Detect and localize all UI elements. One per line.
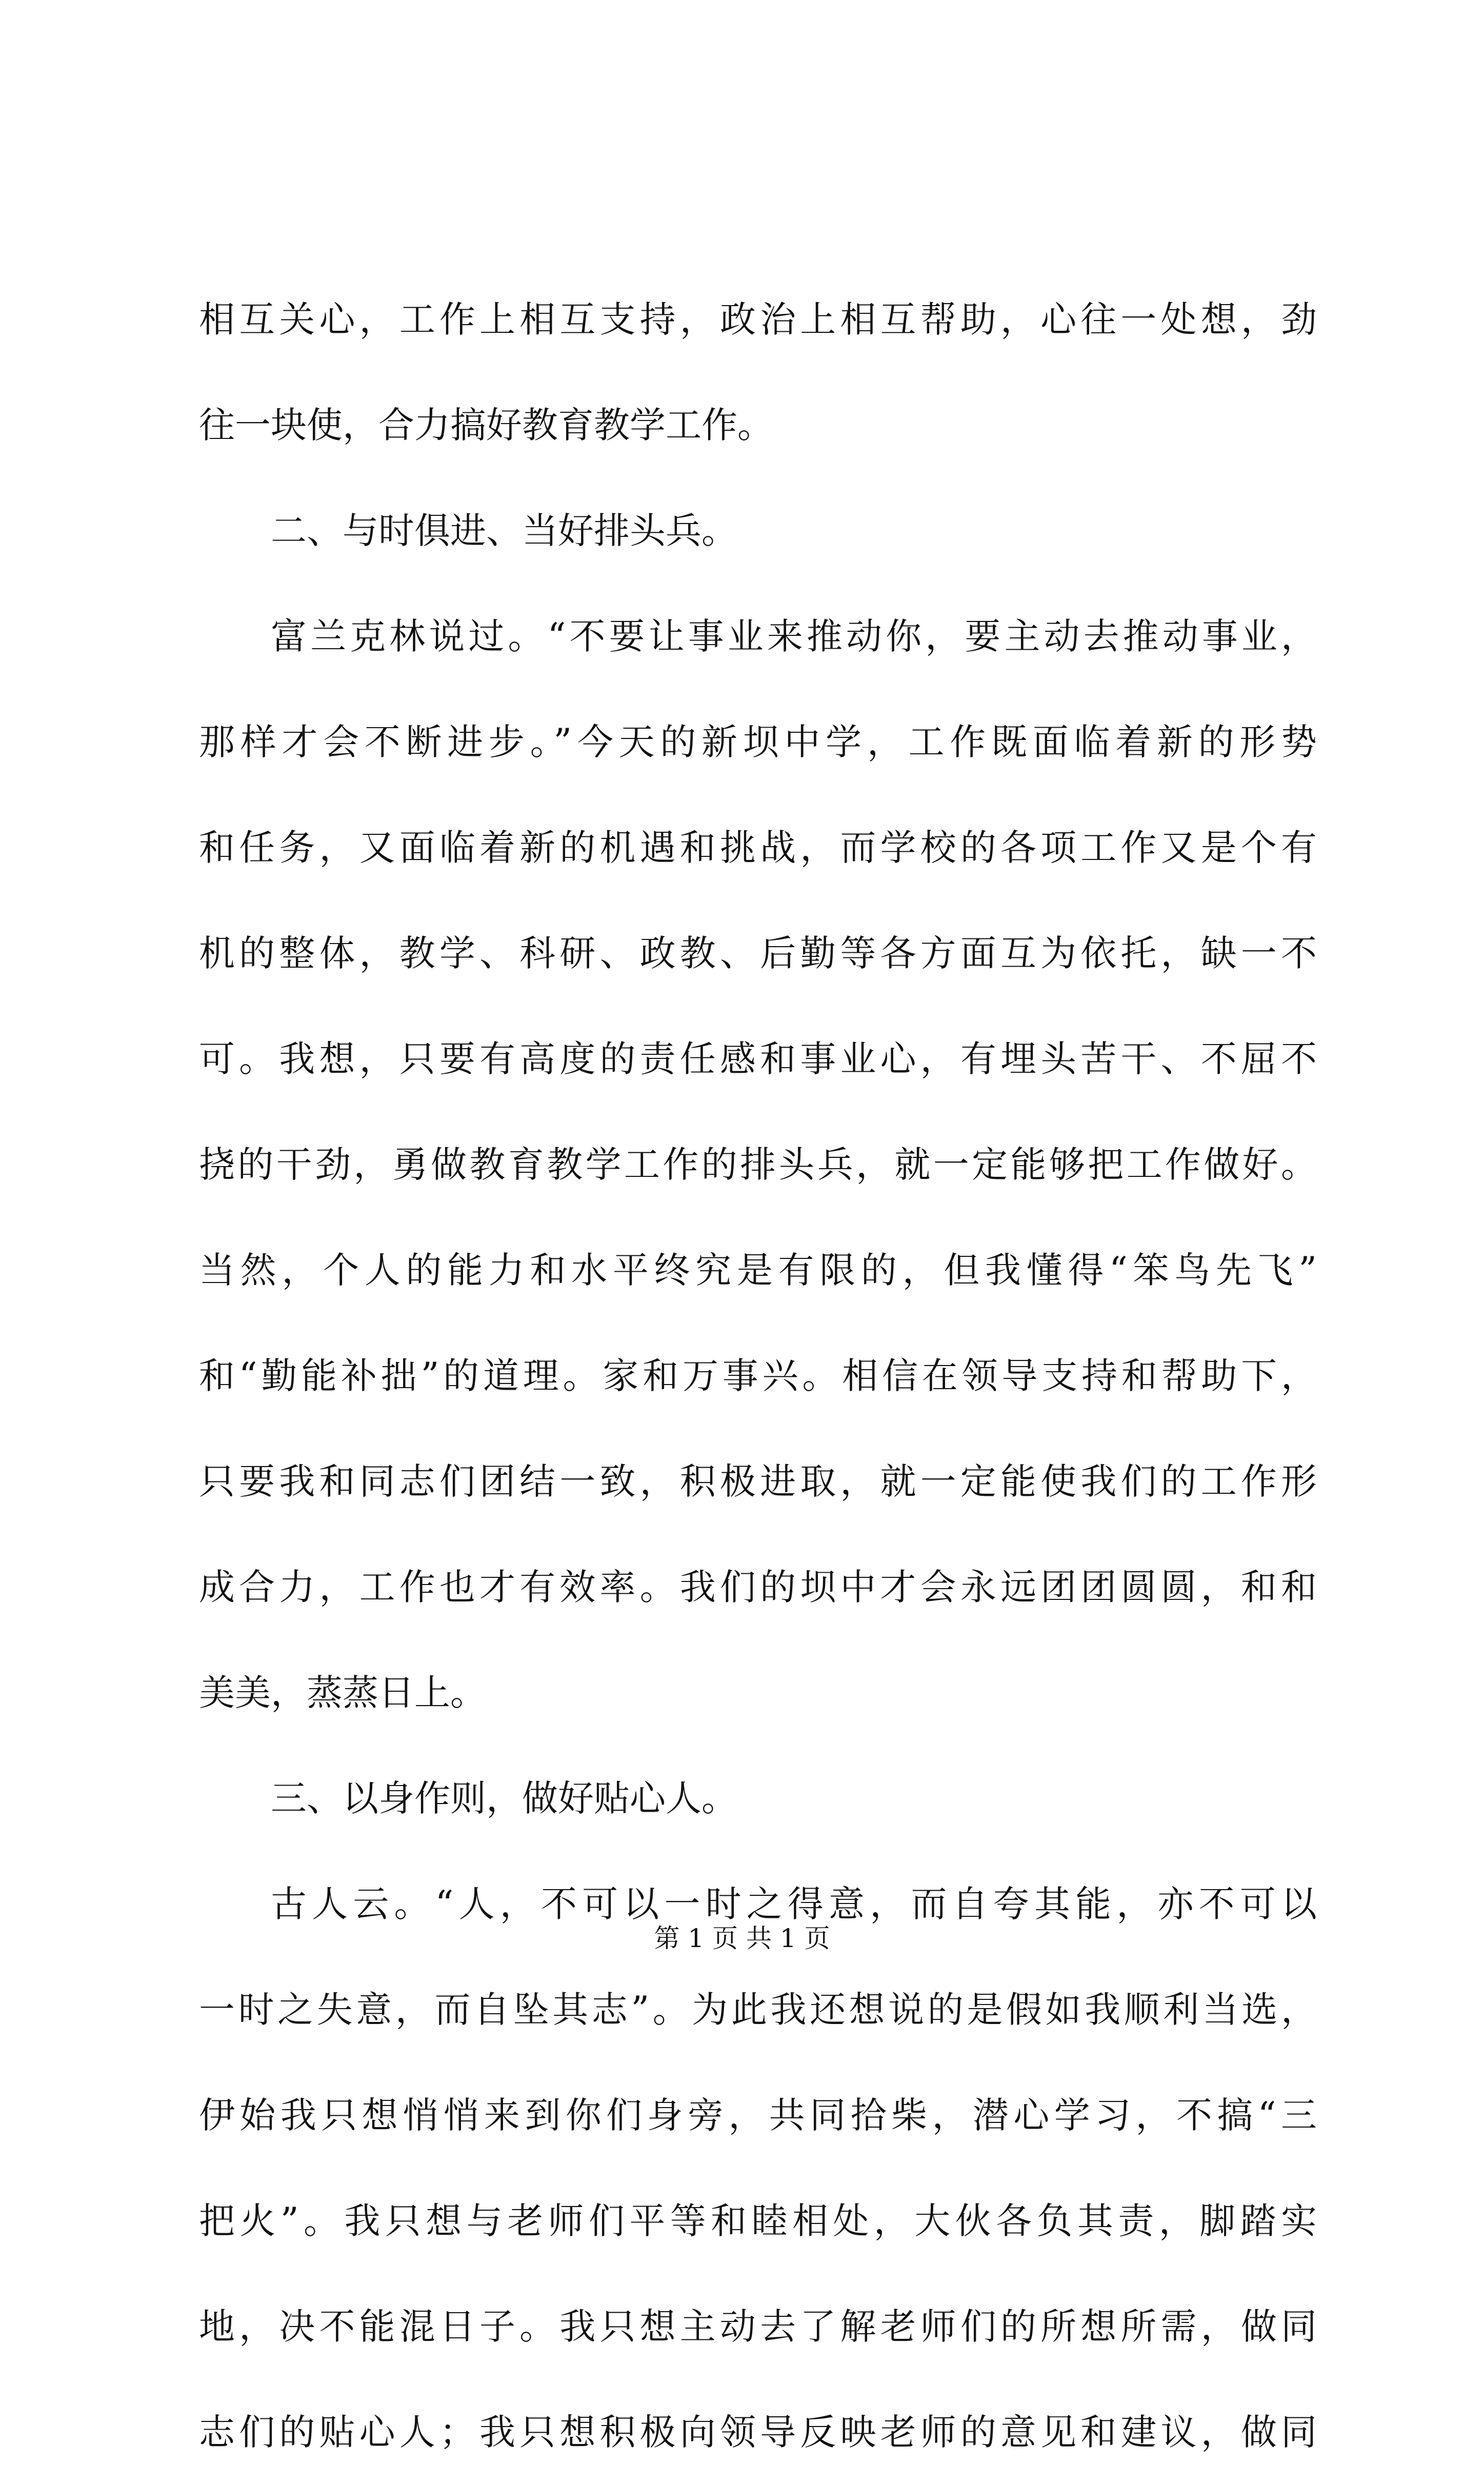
text-line: 只要我和同志们团结一致，积极进取，就一定能使我们的工作形 bbox=[199, 1460, 1317, 1502]
text-line: 可。我想，只要有高度的责任感和事业心，有埋头苦干、不屈不 bbox=[199, 1038, 1317, 1080]
text-line: 和任务，又面临着新的机遇和挑战，而学校的各项工作又是个有 bbox=[199, 827, 1317, 869]
text-line: 二、与时俱进、当好排头兵。 bbox=[271, 510, 737, 552]
text-line: 三、以身作则，做好贴心人。 bbox=[271, 1777, 737, 1819]
text-line: 相互关心，工作上相互支持，政治上相互帮助，心往一处想，劲 bbox=[199, 298, 1317, 340]
body-text bbox=[199, 267, 1317, 2485]
text-line: 当然，个人的能力和水平终究是有限的，但我懂得“笨鸟先飞” bbox=[199, 1249, 1317, 1291]
text-line: 美美，蒸蒸日上。 bbox=[199, 1672, 486, 1714]
text-line: 往一块使，合力搞好教育教学工作。 bbox=[199, 404, 773, 446]
text-line: 成合力，工作也才有效率。我们的坝中才会永远团团圆圆，和和 bbox=[199, 1566, 1317, 1608]
page-footer: 第 1 页 共 1 页 bbox=[654, 1923, 830, 1953]
text-line: 机的整体，教学、科研、政教、后勤等各方面互为依托，缺一不 bbox=[199, 932, 1317, 974]
text-line: 志们的贴心人；我只想积极向领导反映老师的意见和建议，做同 bbox=[199, 2411, 1317, 2453]
text-line: 挠的干劲，勇做教育教学工作的排头兵，就一定能够把工作做好。 bbox=[199, 1144, 1317, 1186]
text-line: 古人云。“人，不可以一时之得意，而自夸其能，亦不可以 bbox=[271, 1883, 1317, 1925]
text-line: 伊始我只想悄悄来到你们身旁，共同拾柴，潜心学习，不搞“三 bbox=[199, 2094, 1317, 2136]
text-line: 和“勤能补拙”的道理。家和万事兴。相信在领导支持和帮助下， bbox=[199, 1355, 1317, 1397]
text-line: 一时之失意，而自坠其志”。为此我还想说的是假如我顺利当选， bbox=[199, 1989, 1317, 2031]
text-line: 那样才会不断进步。”今天的新坝中学，工作既面临着新的形势 bbox=[199, 721, 1317, 763]
text-line: 地，决不能混日子。我只想主动去了解老师们的所想所需，做同 bbox=[199, 2306, 1317, 2348]
text-line: 把火”。我只想与老师们平等和睦相处，大伙各负其责，脚踏实 bbox=[199, 2200, 1317, 2242]
text-line: 富兰克林说过。“不要让事业来推动你，要主动去推动事业， bbox=[271, 615, 1317, 657]
